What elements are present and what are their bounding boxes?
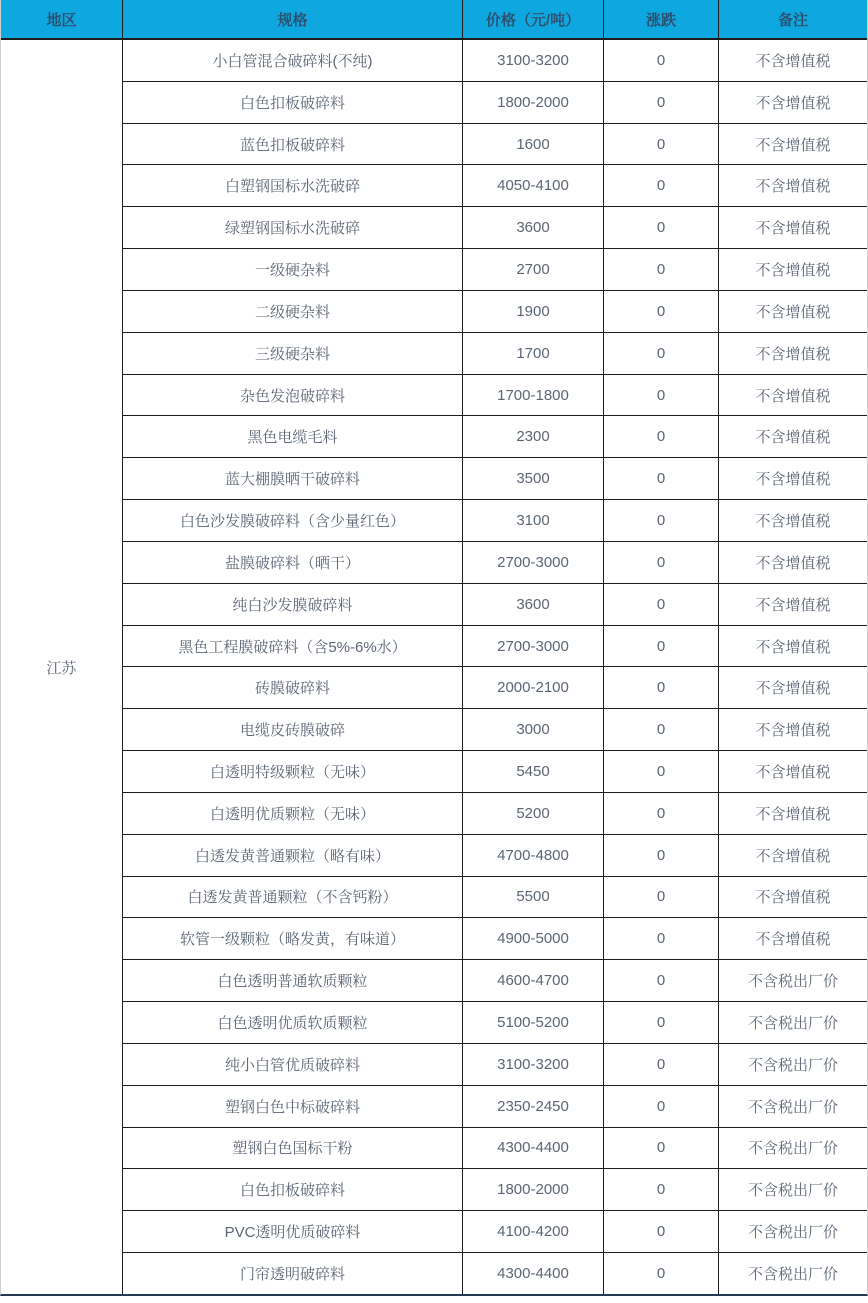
column-header-change: 涨跌	[604, 0, 719, 38]
change-cell: 0	[604, 1128, 719, 1169]
change-cell: 0	[604, 835, 719, 876]
change-cell: 0	[604, 458, 719, 499]
note-cell: 不含增值税	[755, 513, 831, 531]
change-cell: 0	[604, 249, 719, 290]
change-cell: 0	[604, 877, 719, 918]
spec-cell: 塑钢白色国标干粉	[123, 1128, 463, 1169]
note-cell: 不含增值税	[755, 220, 831, 238]
table-row	[123, 458, 867, 500]
spec-cell: 软管一级颗粒（略发黄，有味道）	[123, 918, 463, 959]
table-row	[123, 751, 867, 793]
price-cell: 4300-4400	[463, 1253, 604, 1294]
change-cell: 0	[604, 1002, 719, 1043]
price-cell: 2700-3000	[463, 626, 604, 667]
note-cell: 不含增值税	[755, 596, 831, 614]
table-row	[123, 1253, 867, 1294]
spec-cell: 杂色发泡破碎料	[123, 375, 463, 416]
note-cell: 不含税出厂价	[747, 1182, 838, 1200]
change-cell: 0	[604, 165, 719, 206]
table-row	[123, 1128, 867, 1170]
table-row	[123, 1169, 867, 1211]
change-cell: 0	[604, 626, 719, 667]
price-cell: 1600	[463, 124, 604, 165]
price-cell: 2000-2100	[463, 667, 604, 708]
change-cell: 0	[604, 1086, 719, 1127]
price-cell: 4700-4800	[463, 835, 604, 876]
price-cell: 1700	[463, 333, 604, 374]
note-cell: 不含增值税	[755, 94, 831, 112]
change-cell: 0	[604, 793, 719, 834]
change-cell: 0	[604, 1211, 719, 1252]
note-cell: 不含增值税	[755, 763, 831, 781]
table-row	[123, 291, 867, 333]
spec-cell: 白塑钢国标水洗破碎	[123, 165, 463, 206]
region-cell: 江苏	[1, 40, 123, 1294]
change-cell: 0	[604, 1044, 719, 1085]
note-cell: 不含增值税	[755, 638, 831, 656]
note-cell: 不含增值税	[755, 722, 831, 740]
spec-cell: 蓝大棚膜晒干破碎料	[123, 458, 463, 499]
note-cell: 不含增值税	[755, 680, 831, 698]
price-cell: 1900	[463, 291, 604, 332]
table-row	[123, 709, 867, 751]
spec-cell: 门帘透明破碎料	[123, 1253, 463, 1294]
table-row	[123, 416, 867, 458]
spec-cell: 纯白沙发膜破碎料	[123, 584, 463, 625]
table-row	[123, 1002, 867, 1044]
price-cell: 3500	[463, 458, 604, 499]
table-row	[123, 918, 867, 960]
table-row	[123, 542, 867, 584]
note-cell: 不含增值税	[755, 387, 831, 405]
table-row	[123, 82, 867, 124]
price-cell: 4100-4200	[463, 1211, 604, 1252]
change-cell: 0	[604, 40, 719, 81]
change-cell: 0	[604, 667, 719, 708]
change-cell: 0	[604, 1169, 719, 1210]
change-cell: 0	[604, 500, 719, 541]
price-cell: 5100-5200	[463, 1002, 604, 1043]
price-cell: 2300	[463, 416, 604, 457]
note-cell: 不含税出厂价	[747, 973, 838, 991]
change-cell: 0	[604, 124, 719, 165]
note-cell: 不含税出厂价	[747, 1014, 838, 1032]
note-cell: 不含增值税	[755, 931, 831, 949]
price-cell: 3100-3200	[463, 1044, 604, 1085]
change-cell: 0	[604, 542, 719, 583]
table-row	[123, 835, 867, 877]
change-cell: 0	[604, 207, 719, 248]
price-cell: 1700-1800	[463, 375, 604, 416]
price-cell: 3000	[463, 709, 604, 750]
column-header-price: 价格（元/吨）	[463, 0, 604, 38]
note-cell: 不含增值税	[755, 554, 831, 572]
price-cell: 3600	[463, 584, 604, 625]
spec-cell: 白色扣板破碎料	[123, 1169, 463, 1210]
change-cell: 0	[604, 960, 719, 1001]
table-row	[123, 1211, 867, 1253]
table-row	[123, 165, 867, 207]
table-row	[123, 960, 867, 1002]
table-body	[1, 40, 867, 1294]
table-header-row	[1, 0, 867, 40]
spec-cell: 黑色工程膜破碎料（含5%-6%水）	[123, 626, 463, 667]
price-cell: 3100-3200	[463, 40, 604, 81]
table-rows	[123, 40, 867, 1294]
price-cell: 2700	[463, 249, 604, 290]
change-cell: 0	[604, 82, 719, 123]
price-cell: 1800-2000	[463, 1169, 604, 1210]
note-cell: 不含税出厂价	[747, 1056, 838, 1074]
price-cell: 5500	[463, 877, 604, 918]
table-row	[123, 40, 867, 82]
change-cell: 0	[604, 333, 719, 374]
note-cell: 不含增值税	[755, 471, 831, 489]
spec-cell: 黑色电缆毛料	[123, 416, 463, 457]
price-cell: 4600-4700	[463, 960, 604, 1001]
note-cell: 不含税出厂价	[747, 1140, 838, 1158]
spec-cell: 三级硬杂料	[123, 333, 463, 374]
note-cell: 不含增值税	[755, 805, 831, 823]
spec-cell: 二级硬杂料	[123, 291, 463, 332]
spec-cell: PVC透明优质破碎料	[123, 1211, 463, 1252]
column-header-region: 地区	[1, 0, 123, 38]
price-cell: 4050-4100	[463, 165, 604, 206]
spec-cell: 蓝色扣板破碎料	[123, 124, 463, 165]
spec-cell: 白透明特级颗粒（无味）	[123, 751, 463, 792]
note-cell: 不含增值税	[755, 52, 831, 70]
spec-cell: 白透发黄普通颗粒（略有味）	[123, 835, 463, 876]
change-cell: 0	[604, 416, 719, 457]
price-cell: 4300-4400	[463, 1128, 604, 1169]
note-cell: 不含增值税	[755, 136, 831, 154]
price-cell: 3600	[463, 207, 604, 248]
spec-cell: 白色沙发膜破碎料（含少量红色）	[123, 500, 463, 541]
spec-cell: 小白管混合破碎料(不纯)	[123, 40, 463, 81]
change-cell: 0	[604, 1253, 719, 1294]
note-cell: 不含增值税	[755, 889, 831, 907]
price-cell: 2700-3000	[463, 542, 604, 583]
price-cell: 5200	[463, 793, 604, 834]
table-row	[123, 626, 867, 668]
table-row	[123, 1044, 867, 1086]
spec-cell: 白透发黄普通颗粒（不含钙粉）	[123, 877, 463, 918]
spec-cell: 砖膜破碎料	[123, 667, 463, 708]
note-cell: 不含增值税	[755, 178, 831, 196]
note-cell: 不含增值税	[755, 345, 831, 363]
table-row	[123, 249, 867, 291]
change-cell: 0	[604, 751, 719, 792]
change-cell: 0	[604, 291, 719, 332]
note-cell: 不含增值税	[755, 262, 831, 280]
spec-cell: 白透明优质颗粒（无味）	[123, 793, 463, 834]
note-cell: 不含增值税	[755, 303, 831, 321]
price-cell: 3100	[463, 500, 604, 541]
column-header-spec: 规格	[123, 0, 463, 38]
change-cell: 0	[604, 918, 719, 959]
note-cell: 不含税出厂价	[747, 1098, 838, 1116]
price-cell: 5450	[463, 751, 604, 792]
spec-cell: 一级硬杂料	[123, 249, 463, 290]
note-cell: 不含税出厂价	[747, 1224, 838, 1242]
price-cell: 4900-5000	[463, 918, 604, 959]
spec-cell: 白色透明普通软质颗粒	[123, 960, 463, 1001]
change-cell: 0	[604, 709, 719, 750]
spec-cell: 纯小白管优质破碎料	[123, 1044, 463, 1085]
spec-cell: 盐膜破碎料（晒干）	[123, 542, 463, 583]
table-row	[123, 667, 867, 709]
table-row	[123, 500, 867, 542]
price-cell: 1800-2000	[463, 82, 604, 123]
column-header-note: 备注	[777, 11, 808, 29]
table-row	[123, 793, 867, 835]
table-row	[123, 207, 867, 249]
table-row	[123, 1086, 867, 1128]
note-cell: 不含增值税	[755, 429, 831, 447]
spec-cell: 电缆皮砖膜破碎	[123, 709, 463, 750]
spec-cell: 绿塑钢国标水洗破碎	[123, 207, 463, 248]
table-row	[123, 333, 867, 375]
table-row	[123, 124, 867, 166]
table-row	[123, 375, 867, 417]
price-cell: 2350-2450	[463, 1086, 604, 1127]
note-cell: 不含税出厂价	[747, 1265, 838, 1283]
change-cell: 0	[604, 584, 719, 625]
note-cell: 不含增值税	[755, 847, 831, 865]
change-cell: 0	[604, 375, 719, 416]
spec-cell: 塑钢白色中标破碎料	[123, 1086, 463, 1127]
table-row	[123, 877, 867, 919]
spec-cell: 白色扣板破碎料	[123, 82, 463, 123]
spec-cell: 白色透明优质软质颗粒	[123, 1002, 463, 1043]
table-row	[123, 584, 867, 626]
